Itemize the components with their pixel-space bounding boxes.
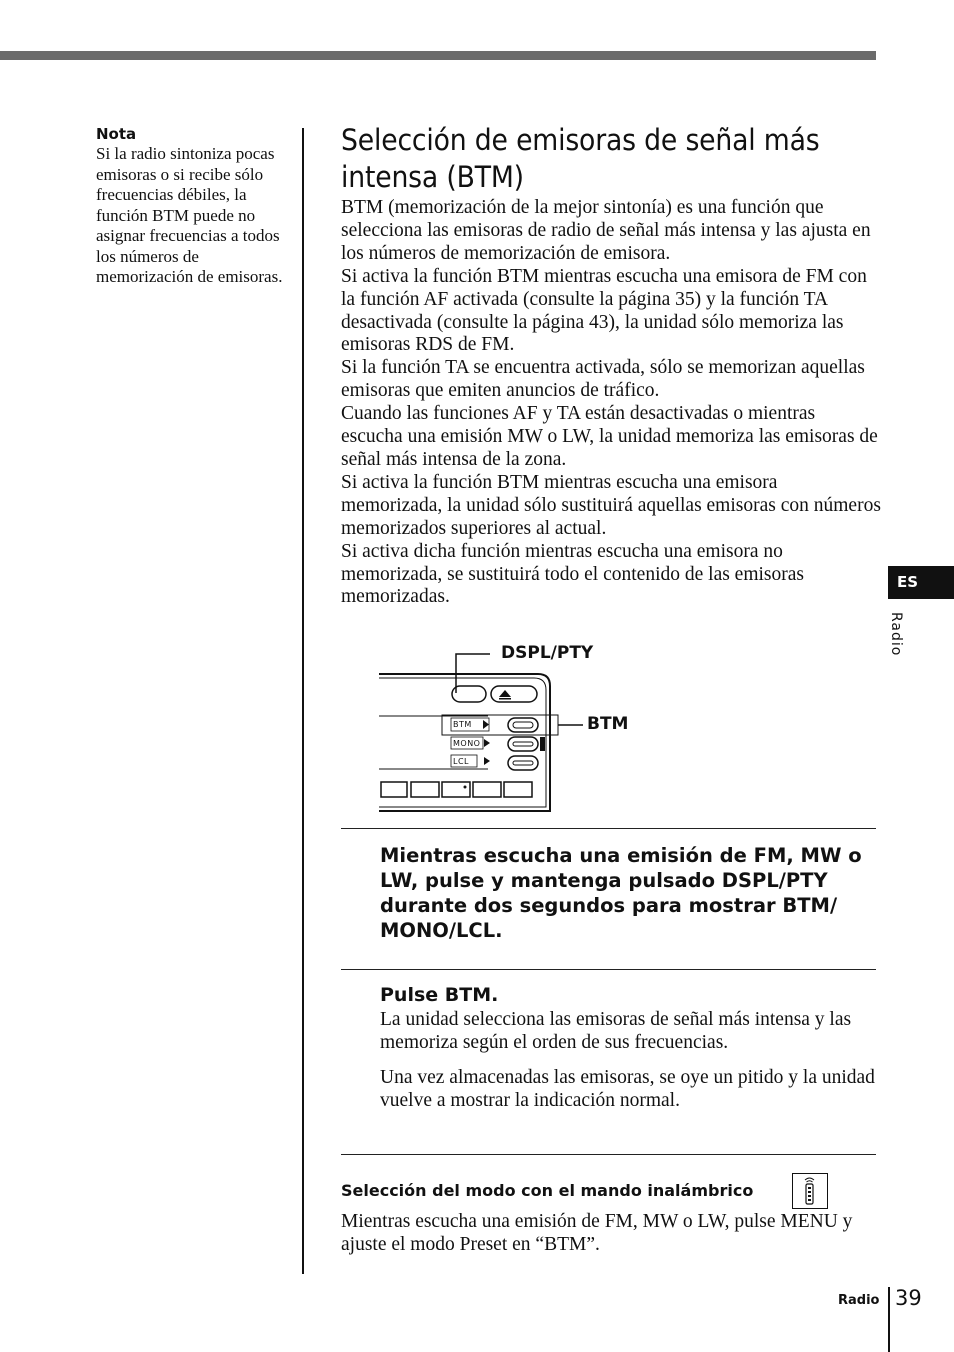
display-item-btm: BTM: [453, 720, 472, 729]
step-2-paragraph: La unidad selecciona las emisoras de señal más intensa y las memoriza según el orden de sus frecuencias.: [380, 1009, 852, 1053]
body-paragraph: Cuando las funciones AF y TA están desactivadas o mientras escucha una emisión MW o LW, la unidad memoriza las emisoras de señal más intensa de la zona.: [341, 403, 878, 470]
step-divider: [341, 969, 876, 970]
section-title: Selección de emisoras de señal más intensa (BTM): [341, 123, 820, 194]
note-text: Si la radio sintoniza pocas emisoras o si recibe sólo frecuencias débiles, la función BTM puede no asignar frecuencias a todos los números de memorización de emisoras.: [96, 144, 283, 286]
body-paragraph: BTM (memorización de la mejor sintonía) es una función que selecciona las emisoras de radio de señal más intensa y las ajusta en los números de memorización de emisora.: [341, 197, 871, 264]
remote-control-icon: [792, 1173, 828, 1209]
page-number: 39: [895, 1286, 922, 1310]
body-paragraph: Si la función TA se encuentra activada, sólo se memorizan aquellas emisoras que emiten anuncios de tráfico.: [341, 357, 865, 402]
display-item-lcl: LCL: [453, 757, 469, 766]
note-title: Nota: [96, 125, 137, 143]
dspl-pty-label: DSPL/PTY: [501, 643, 594, 663]
side-section-label: [884, 612, 904, 672]
section-body: [341, 197, 881, 609]
display-item-mono: MONO: [453, 739, 481, 748]
remote-section-text: Mientras escucha una emisión de FM, MW o LW, pulse MENU y ajuste el modo Preset en “BTM”.: [341, 1211, 853, 1255]
step-2-title: Pulse BTM.: [380, 984, 499, 1006]
step-2-body: [380, 1009, 875, 1125]
header-rule: [0, 51, 876, 60]
body-paragraph: Si activa la función BTM mientras escucha una emisora memorizada, la unidad sólo sustituirá aquellas emisoras con números memorizados superiores al actual.: [341, 471, 881, 539]
remote-section-title: Selección del modo con el mando inalámbrico: [341, 1181, 754, 1200]
step-1-title: Mientras escucha una emisión de FM, MW o LW, pulse y mantenga pulsado DSPL/PTY durante dos segundos para mostrar BTM/ MONO/LCL.: [380, 844, 862, 942]
btm-label: BTM: [587, 714, 629, 734]
language-tab: ES: [888, 566, 954, 599]
body-paragraph: Si activa la función BTM mientras escucha una emisora de FM con la función AF activada (consulte la página 35) y la función TA desactivada (consulte la página 43), la unidad sólo memoriza las emisoras RDS de FM.: [341, 265, 867, 356]
side-note: [96, 124, 296, 288]
footer-section-name: Radio: [838, 1293, 880, 1308]
column-divider: [302, 128, 304, 1274]
side-section-text: Radio: [888, 612, 904, 657]
step-2-paragraph: Una vez almacenadas las emisoras, se oye un pitido y la unidad vuelve a mostrar la indicación normal.: [380, 1066, 875, 1111]
front-panel-illustration: [370, 636, 650, 816]
footer-divider: [888, 1287, 890, 1352]
step-divider: [341, 828, 876, 829]
section-divider: [341, 1154, 876, 1155]
body-paragraph: Si activa dicha función mientras escucha una emisora no memorizada, se sustituirá todo el contenido de las emisoras memorizadas.: [341, 540, 805, 608]
